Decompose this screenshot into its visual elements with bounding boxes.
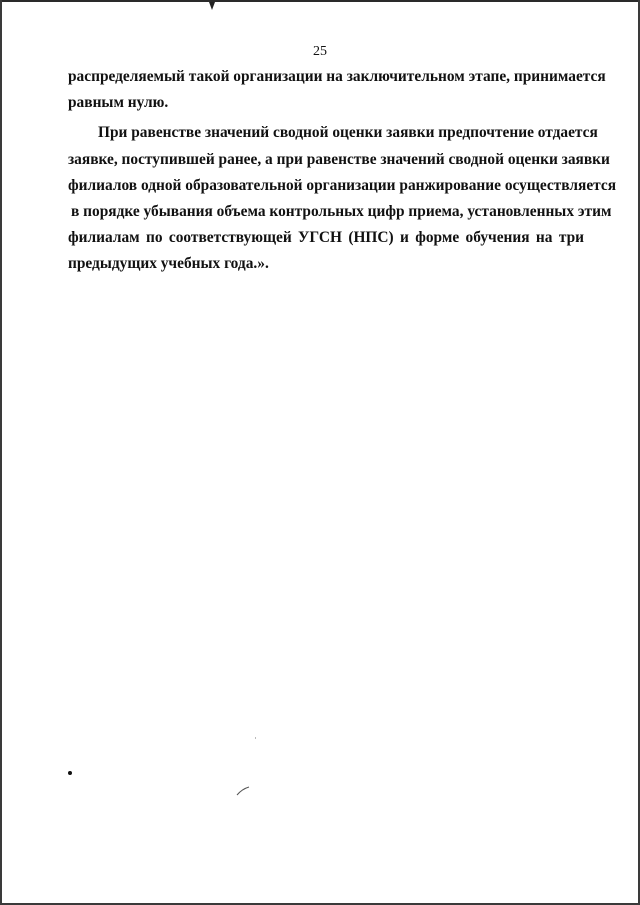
pen-stroke-mark (236, 786, 250, 796)
text-line: в порядке убывания объема контрольных цифр приема, установленных этим (71, 203, 612, 221)
text-line: распределяемый такой организации на заключительном этапе, принимается (68, 68, 606, 85)
text-line: При равенстве значений сводной оценки заявки предпочтение отдается (98, 124, 598, 142)
paragraph-1 (68, 64, 606, 116)
text-line: филиалам по соответствующей УГСН (НПС) и форме обучения на три (68, 229, 584, 247)
page-number: 25 (313, 44, 327, 59)
scan-tick-mark (209, 2, 215, 10)
scan-edge-top (0, 0, 640, 2)
text-line: предыдущих учебных года.». (68, 255, 269, 273)
ink-dot (68, 771, 72, 775)
scan-speck (255, 737, 256, 739)
text-line: филиалов одной образовательной организации ранжирование осуществляется (68, 176, 617, 194)
text-line: заявке, поступившей ранее, а при равенстве значений сводной оценки заявки (68, 150, 610, 168)
paragraph-2 (68, 120, 617, 277)
scan-edge-left (0, 0, 2, 905)
text-line: равным нулю. (68, 94, 169, 112)
body-text (68, 64, 617, 278)
